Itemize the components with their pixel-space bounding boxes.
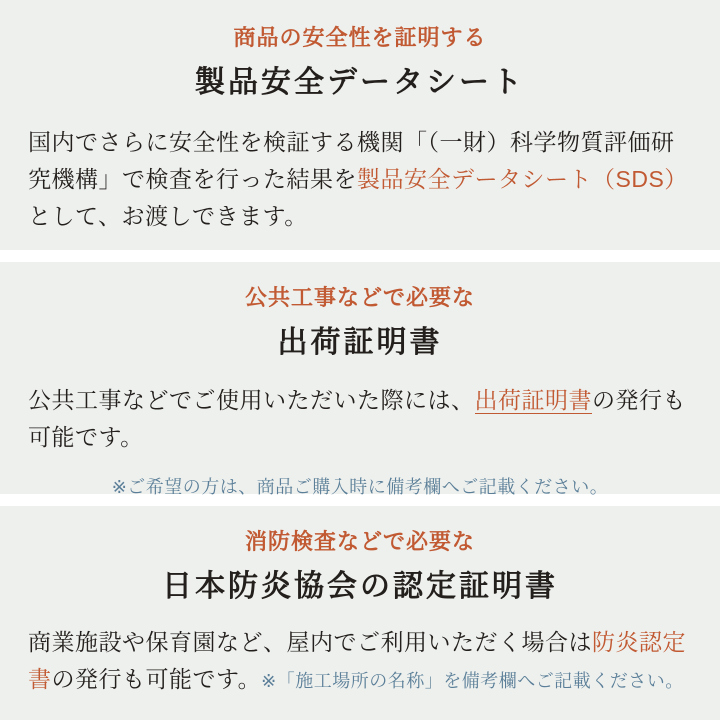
section-sds-body [28, 124, 692, 236]
shipment-body-line1-b: の発行も [592, 386, 686, 413]
section-fireproof-body [28, 624, 692, 699]
section-shipment [0, 262, 720, 498]
section-fireproof-note: ※「施工場所の名称」を備考欄へご記載ください。 [261, 670, 684, 691]
section-sds-eyebrow: 商品の安全性を証明する [233, 25, 487, 50]
shipment-body-highlight: 出荷証明書 [474, 386, 592, 413]
shipment-body-line1-a: 公共工事などでご使用いただいた際には、 [28, 386, 475, 413]
section-fireproof-title: 日本防炎協会の認定証明書 [162, 569, 558, 603]
sds-body-line3: お渡しできます。 [121, 203, 308, 230]
section-sds [0, 0, 720, 250]
section-divider-1 [0, 250, 720, 262]
sds-body-line2-b: として、 [28, 203, 122, 230]
section-sds-title: 製品安全データシート [195, 65, 525, 99]
section-shipment-eyebrow: 公共工事などで必要な [244, 285, 475, 310]
sds-body-line2-a: 機構」で検査を行った結果を [51, 165, 357, 192]
section-fireproof-eyebrow: 消防検査などで必要な [244, 529, 475, 554]
fireproof-body-line1-a: 商業施設や保育園など、屋内でご利用いただく場合は [28, 628, 592, 655]
section-fireproof [0, 506, 720, 720]
section-shipment-title: 出荷証明書 [277, 325, 443, 359]
sds-body-line1: 国内でさらに安全性を検証する機関「（一財）科学物質評価研究 [28, 128, 675, 192]
fireproof-body-line2-a: の発行も可能です。 [51, 665, 262, 692]
section-shipment-note: ※ご希望の方は、商品ご購入時に備考欄へご記載ください。 [111, 477, 609, 498]
section-shipment-body [28, 382, 692, 457]
shipment-body-line2: 可能です。 [28, 423, 144, 450]
fireproof-body-highlight: 防炎認定書 [28, 628, 686, 692]
sds-body-highlight: 製品安全データシート（SDS） [357, 165, 688, 192]
